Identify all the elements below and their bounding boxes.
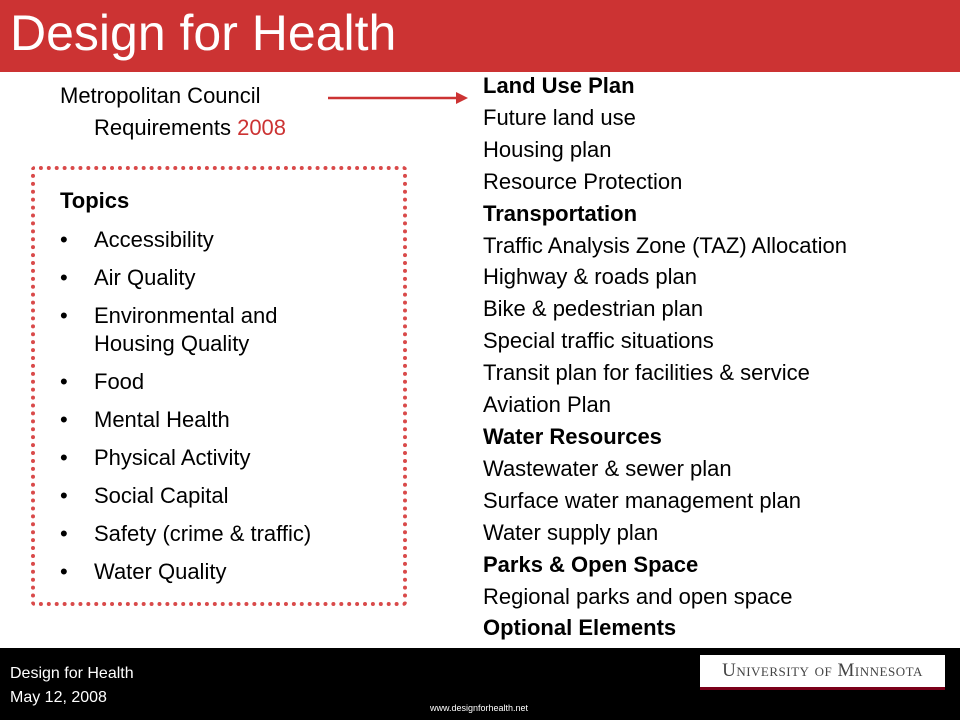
bullet-icon: • [60,559,68,584]
slide-title: Design for Health [10,5,397,61]
requirement-item: Water supply plan [483,519,659,545]
requirement-item: Surface water management plan [483,487,801,513]
bullet-icon: • [60,303,68,328]
topic-item [60,482,360,510]
requirements-list [483,70,953,644]
bullet-icon: • [60,445,68,470]
requirement-item: Regional parks and open space [483,583,793,609]
topic-item [60,406,360,434]
university-logo-text: University of Minnesota [722,660,923,681]
council-requirements-label: Requirements [94,115,238,140]
topic-label: Accessibility [94,227,214,252]
bullet-icon: • [60,265,68,290]
bullet-icon: • [60,521,68,546]
footer-title: Design for Health [10,665,134,682]
bullet-icon: • [60,369,68,394]
footer-info [10,662,134,710]
requirement-item: Special traffic situations [483,328,714,354]
requirement-item: Future land use [483,104,636,130]
requirement-heading: Transportation [483,200,638,226]
requirement-heading: Land Use Plan [483,73,635,98]
university-logo [700,655,945,690]
topic-label: Food [94,369,145,394]
council-line1: Metropolitan Council [60,83,261,108]
topic-item [60,226,360,254]
requirement-item: Highway & roads plan [483,264,698,290]
topic-label: Social Capital [94,483,229,508]
requirement-heading: Parks & Open Space [483,551,699,577]
requirement-item: Wastewater & sewer plan [483,455,732,481]
topic-item [60,368,360,396]
requirement-item: Resource Protection [483,168,683,194]
topic-label: Air Quality [94,265,196,290]
topic-label: Environmental and Housing Quality [94,303,278,356]
requirement-item: Traffic Analysis Zone (TAZ) Allocation [483,232,847,258]
topic-label: Water Quality [94,559,227,584]
requirement-heading: Optional Elements [483,615,677,641]
topics-title: Topics [60,188,130,213]
council-year: 2008 [237,115,287,140]
council-requirements [60,80,360,144]
topic-label: Safety (crime & traffic) [94,521,312,546]
topic-item [60,264,360,292]
council-line2 [60,112,360,144]
arrow-icon [328,88,468,108]
footer-date: May 12, 2008 [10,689,107,706]
topic-item [60,520,360,548]
footer-url: www.designforhealth.net [430,703,529,713]
requirement-item: Aviation Plan [483,392,612,418]
requirement-item: Transit plan for facilities & service [483,360,810,386]
bullet-icon: • [60,227,68,252]
topic-label: Mental Health [94,407,230,432]
topic-label: Physical Activity [94,445,251,470]
requirement-heading: Water Resources [483,423,662,449]
topic-item [60,302,360,358]
bullet-icon: • [60,407,68,432]
requirement-item: Bike & pedestrian plan [483,296,704,322]
bullet-icon: • [60,483,68,508]
topic-item [60,558,360,586]
topic-item [60,444,360,472]
topics-list [60,226,360,596]
requirement-item: Housing plan [483,136,612,162]
